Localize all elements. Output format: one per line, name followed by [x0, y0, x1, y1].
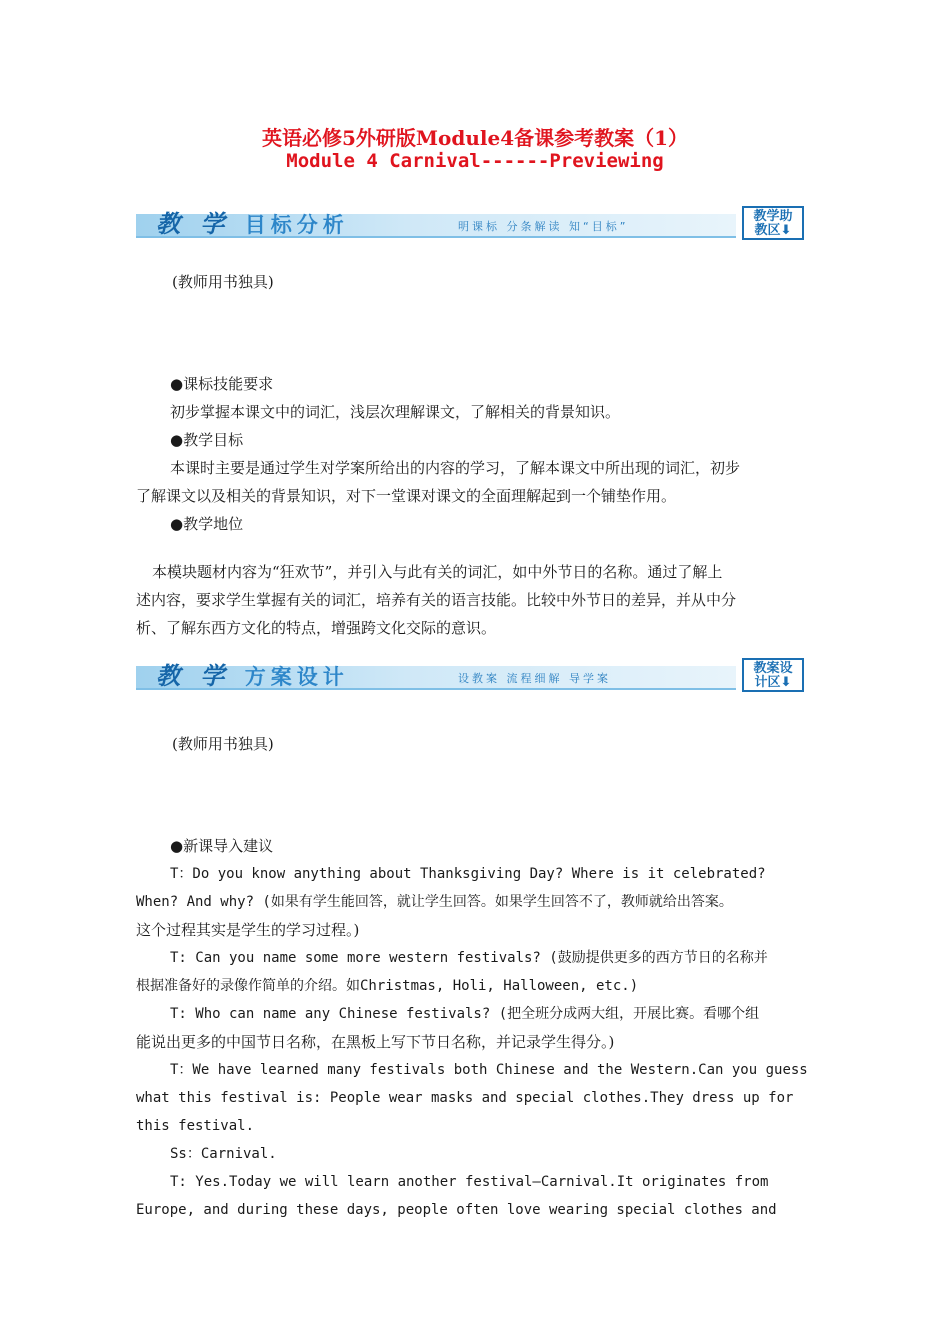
intro-line: T：Do you know anything about Thanksgiving Day? Where is it celebrated? — [170, 866, 766, 882]
intro-line: what this festival is: People wear masks and special clothes.They dress up for — [136, 1090, 794, 1106]
teacher-only-note: (教师用书独具) — [172, 735, 274, 753]
section-banner-goals — [136, 206, 808, 242]
document-subtitle: Module 4 Carnival------Previewing — [286, 150, 664, 172]
banner-tag: 教学助 教区⬇ — [742, 206, 804, 240]
intro-line: this festival. — [136, 1118, 255, 1134]
banner-subheading: 设教案 流程细解 导学案 — [458, 672, 611, 685]
section-banner-design — [136, 658, 808, 694]
intro-line: When? And why? (如果有学生能回答，就让学生回答。如果学生回答不了，教师就给出答案。 — [136, 894, 733, 910]
position-text-line: 析、了解东西方文化的特点，增强跨文化交际的意识。 — [136, 619, 497, 637]
teacher-only-note: (教师用书独具) — [172, 273, 274, 291]
banner-tag: 教案设 计区⬇ — [742, 658, 804, 692]
intro-line: T: Can you name some more western festivals? (鼓励提供更多的西方节日的名称并 — [170, 950, 768, 966]
skill-text: 初步掌握本课文中的词汇，浅层次理解课文，了解相关的背景知识。 — [170, 403, 621, 421]
document-title: 英语必修5外研版Module4备课参考教案（1） — [261, 126, 689, 150]
goal-heading: ●教学目标 — [170, 431, 244, 449]
goal-text-line: 本课时主要是通过学生对学案所给出的内容的学习，了解本课文中所出现的词汇，初步 — [170, 459, 741, 477]
intro-line: Ss：Carnival. — [170, 1146, 277, 1162]
intro-heading: ●新课导入建议 — [170, 837, 274, 855]
banner-subheading: 明课标 分条解读 知“目标” — [458, 220, 629, 233]
goal-text-line: 了解课文以及相关的背景知识，对下一堂课对课文的全面理解起到一个铺垫作用。 — [136, 487, 677, 505]
intro-line: 这个过程其实是学生的学习过程。) — [136, 921, 360, 939]
intro-line: T：We have learned many festivals both Chinese and the Western.Can you guess — [170, 1062, 808, 1078]
position-heading: ●教学地位 — [170, 515, 244, 533]
skill-heading: ●课标技能要求 — [170, 375, 274, 393]
intro-line: 根据准备好的录像作简单的介绍。如Christmas, Holi, Halloween, etc.) — [136, 978, 639, 994]
intro-line: T: Yes.Today we will learn another festival—Carnival.It originates from — [170, 1174, 769, 1190]
position-text-line: 本模块题材内容为“狂欢节”，并引入与此有关的词汇，如中外节日的名称。通过了解上 — [152, 563, 723, 581]
intro-line: 能说出更多的中国节日名称，在黑板上写下节日名称，并记录学生得分。) — [136, 1033, 615, 1051]
position-text-line: 述内容，要求学生掌握有关的词汇，培养有关的语言技能。比较中外节日的差异，并从中分 — [136, 591, 737, 609]
banner-heading: 教 学 目标分析 — [156, 209, 349, 238]
intro-line: T: Who can name any Chinese festivals? (把全班分成两大组，开展比赛。看哪个组 — [170, 1006, 760, 1022]
banner-heading: 教 学 方案设计 — [156, 661, 349, 690]
intro-line: Europe, and during these days, people often love wearing special clothes and — [136, 1202, 777, 1218]
